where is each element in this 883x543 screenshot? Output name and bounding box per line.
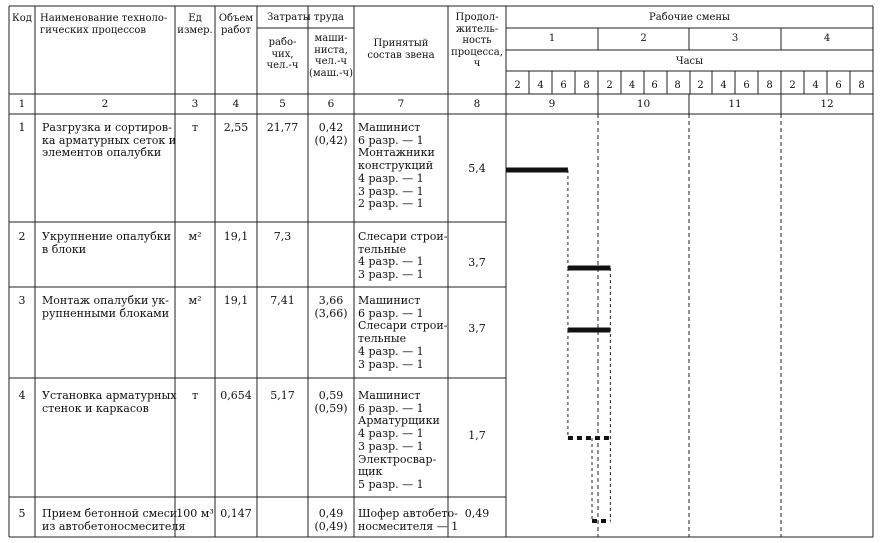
- column-number: 5: [279, 98, 286, 110]
- tick-s3-2: 2: [697, 80, 704, 91]
- volume-value: 19,1: [223, 230, 249, 243]
- row-code: 2: [18, 230, 26, 243]
- tick-s1-8: 8: [583, 80, 590, 91]
- volume-value: 0,654: [220, 389, 252, 402]
- crew-composition: Машинист 6 разр. — 1 Монтажники конструкций 4 разр. — 1 3 разр. — 1 2 разр. — 1: [358, 121, 435, 211]
- header-labor: Затраты труда: [267, 12, 344, 23]
- column-number: 8: [473, 98, 481, 110]
- labor-workers-value: 7,41: [270, 294, 295, 307]
- duration-value: 5,4: [468, 162, 486, 175]
- tick-s1-4: 4: [537, 80, 544, 91]
- row-code: 1: [18, 121, 26, 134]
- header-shift-2: 2: [640, 33, 647, 44]
- header-unit: Ед измер.: [177, 13, 213, 36]
- unit-value: т: [191, 121, 199, 134]
- process-name: Разгрузка и сортиров- ка арматурных сеток и элементов опалубки: [42, 121, 177, 160]
- duration-value: 3,7: [468, 256, 486, 269]
- unit-value: м²: [188, 230, 202, 243]
- column-number: 3: [191, 98, 199, 110]
- crew-composition: Слесари строи- тельные 4 разр. — 1 3 разр. — 1: [358, 230, 448, 282]
- header-duration: Продол- житель- ность процесса, ч: [451, 12, 503, 69]
- column-number: 7: [397, 98, 405, 110]
- column-number: 1: [18, 98, 26, 110]
- crew-composition: Шофер автобето- носмесителя — 1: [358, 507, 459, 533]
- tick-s2-8: 8: [674, 80, 681, 91]
- process-name: Прием бетонной смеси из автобетоносмесителя: [42, 507, 186, 533]
- header-shift-3: 3: [731, 33, 739, 44]
- header-kod: Код: [12, 13, 32, 24]
- unit-value: т: [191, 389, 199, 402]
- header-shift-1: 1: [548, 33, 556, 44]
- volume-value: 0,147: [220, 507, 252, 520]
- duration-value: 3,7: [468, 322, 486, 335]
- duration-value: 0,49: [464, 507, 490, 520]
- header-labor-machinists: маши- ниста, чел.-ч (маш.-ч): [308, 33, 353, 79]
- header-hours: Часы: [675, 56, 704, 67]
- labor-workers-value: 7,3: [273, 230, 292, 243]
- column-number: 12: [820, 98, 834, 110]
- column-number: 10: [636, 98, 651, 110]
- crew-composition: Машинист 6 разр. — 1 Слесари строи- тельные 4 разр. — 1 3 разр. — 1: [358, 294, 448, 371]
- tick-s4-8: 8: [858, 80, 865, 91]
- process-name: Укрупнение опалубки в блоки: [42, 230, 171, 256]
- column-number: 9: [548, 98, 556, 110]
- tick-s3-8: 8: [766, 80, 773, 91]
- header-volume: Объем работ: [218, 13, 254, 36]
- header-shift-4: 4: [823, 33, 831, 44]
- tick-s4-6: 6: [835, 80, 842, 91]
- labor-machinists-value: 0,42 (0,42): [314, 121, 348, 147]
- header-process-name: Наименование техноло- гических процессов: [40, 13, 168, 36]
- column-number: 4: [232, 98, 240, 110]
- header-labor-workers: рабо- чих, чел.-ч: [266, 37, 299, 71]
- labor-workers-value: 5,17: [270, 389, 295, 402]
- column-number: 11: [728, 98, 742, 110]
- row-code: 5: [18, 507, 26, 520]
- column-number: 2: [101, 98, 109, 110]
- labor-workers-value: 21,77: [266, 121, 299, 134]
- tick-s2-6: 6: [651, 80, 658, 91]
- tick-s4-2: 2: [789, 80, 796, 91]
- volume-value: 2,55: [223, 121, 249, 134]
- labor-machinists-value: 3,66 (3,66): [314, 294, 348, 320]
- header-crew: Принятый состав звена: [367, 38, 435, 61]
- row-code: 3: [18, 294, 26, 307]
- tick-s1-2: 2: [514, 80, 521, 91]
- row-code: 4: [18, 389, 26, 402]
- volume-value: 19,1: [223, 294, 249, 307]
- process-name: Установка арматурных стенок и каркасов: [42, 389, 177, 415]
- tick-s2-4: 4: [628, 80, 636, 91]
- duration-value: 1,7: [468, 429, 486, 442]
- labor-machinists-value: 0,49 (0,49): [314, 507, 348, 533]
- header-working-shifts: Рабочие смены: [648, 12, 731, 23]
- crew-composition: Машинист 6 разр. — 1 Арматурщики 4 разр. — 1 3 разр. — 1 Электросвар- щик 5 разр. — 1: [358, 389, 440, 491]
- tick-s2-2: 2: [606, 80, 613, 91]
- tick-s4-4: 4: [812, 80, 819, 91]
- column-number: 6: [327, 98, 335, 110]
- labor-machinists-value: 0,59 (0,59): [314, 389, 348, 415]
- unit-value: м²: [188, 294, 202, 307]
- tick-s3-6: 6: [743, 80, 750, 91]
- tick-s1-6: 6: [560, 80, 567, 91]
- process-name: Монтаж опалубки ук- рупненными блоками: [42, 294, 170, 320]
- unit-value: 100 м³: [176, 507, 214, 520]
- tick-s3-4: 4: [720, 80, 727, 91]
